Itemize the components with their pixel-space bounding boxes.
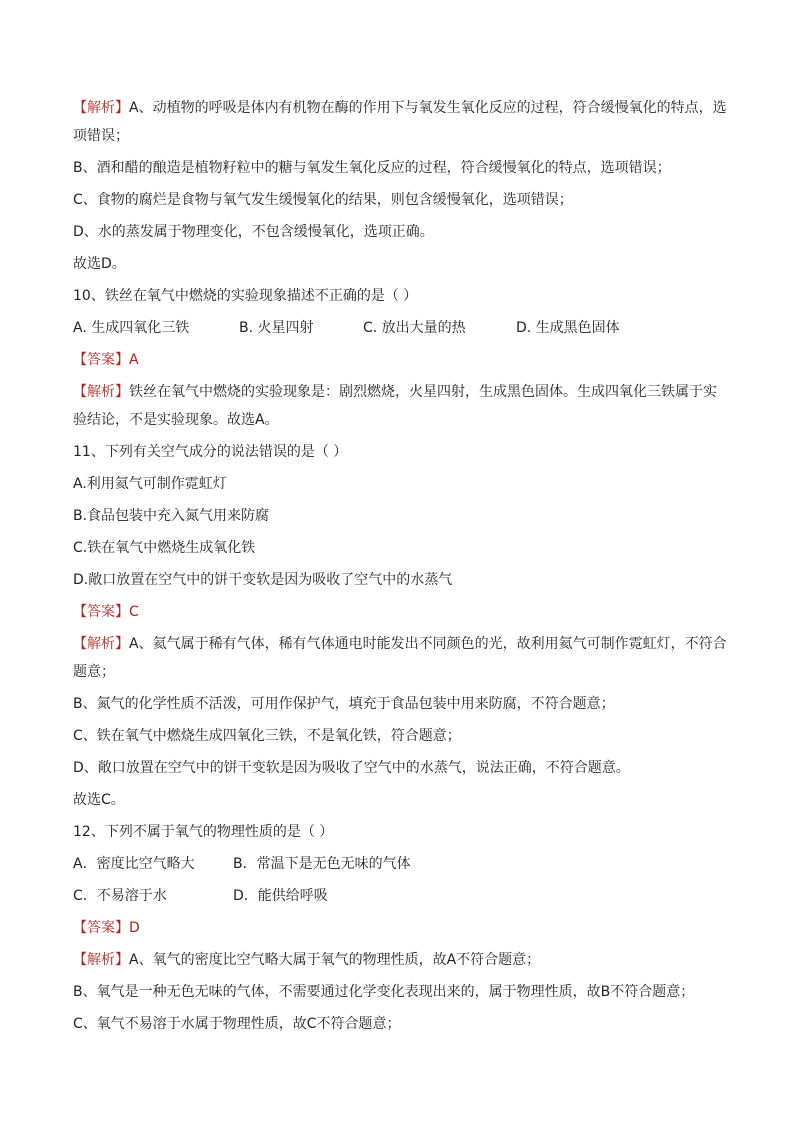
q12-option-d: D．能供给呼吸 [233, 888, 328, 904]
q11-question: 11、下列有关空气成分的说法错误的是（ ） [73, 444, 348, 460]
q11-option-b: B.食品包装中充入氮气用来防腐 [73, 508, 270, 524]
q10-option-d: D. 生成黑色固体 [516, 320, 620, 336]
q12-analysis-c: C、氧气不易溶于水属于物理性质，故C不符合题意； [73, 1016, 401, 1032]
q10-question: 10、铁丝在氧气中燃烧的实验现象描述不正确的是（ ） [73, 288, 418, 304]
q11-conclusion: 故选C。 [73, 792, 125, 808]
q10-analysis-line2: 验结论，不是实验现象。故选A。 [73, 412, 279, 428]
analysis-tag: 【解析】 [73, 952, 129, 968]
q9-conclusion: 故选D。 [73, 256, 126, 272]
analysis-tag: 【解析】 [73, 100, 129, 116]
answer-tag: 【答案】 [73, 920, 129, 936]
q11-analysis-a-line1: 【解析】A、氦气属于稀有气体，稀有气体通电时能发出不同颜色的光，故利用氦气可制作霓虹灯，不符合 [73, 636, 727, 652]
q11-option-a: A.利用氦气可制作霓虹灯 [73, 476, 227, 492]
document-content [73, 98, 727, 1032]
q12-option-a: A．密度比空气略大 [73, 856, 195, 872]
q11-analysis-d: D、敞口放置在空气中的饼干变软是因为吸收了空气中的水蒸气，说法正确，不符合题意。 [73, 760, 630, 776]
q9-analysis-d: D、水的蒸发属于物理变化，不包含缓慢氧化，选项正确。 [73, 224, 434, 240]
q11-analysis-b: B、氮气的化学性质不活泼，可用作保护气，填充于食品包装中用来防腐，不符合题意； [73, 696, 615, 712]
q12-analysis-b: B、氧气是一种无色无味的气体，不需要通过化学变化表现出来的，属于物理性质，故B不符合题意； [73, 984, 695, 1000]
q12-question: 12、下列不属于氧气的物理性质的是（ ） [73, 824, 334, 840]
q10-options [73, 318, 723, 338]
q12-option-b: B．常温下是无色无味的气体 [233, 856, 411, 872]
answer-value: C [129, 604, 139, 620]
q10-answer [73, 350, 723, 370]
answer-tag: 【答案】 [73, 604, 129, 620]
q11-analysis-a-line2: 题意； [73, 664, 115, 680]
q10-option-b: B. 火星四射 [239, 320, 314, 336]
q11-analysis-c: C、铁在氧气中燃烧生成四氧化三铁，不是氧化铁，符合题意； [73, 728, 461, 744]
answer-tag: 【答案】 [73, 352, 129, 368]
answer-value: D [129, 920, 140, 936]
q11-option-d: D.敞口放置在空气中的饼干变软是因为吸收了空气中的水蒸气 [73, 572, 453, 588]
q9-analysis-a-line2: 项错误； [73, 128, 129, 144]
q10-analysis-line1: 【解析】铁丝在氧气中燃烧的实验现象是：剧烈燃烧，火星四射，生成黑色固体。生成四氧化三铁属于实 [73, 384, 717, 400]
analysis-tag: 【解析】 [73, 384, 129, 400]
q12-options-row2 [73, 886, 723, 906]
q10-option-a: A. 生成四氧化三铁 [73, 320, 190, 336]
q9-analysis-b: B、酒和醋的酿造是植物籽粒中的糖与氧发生氧化反应的过程，符合缓慢氧化的特点，选项错误； [73, 160, 671, 176]
q10-option-c: C. 放出大量的热 [363, 320, 466, 336]
q9-analysis-a-line1: 【解析】A、动植物的呼吸是体内有机物在酶的作用下与氧发生氧化反应的过程，符合缓慢氧化的特点，选 [73, 100, 727, 116]
analysis-tag: 【解析】 [73, 636, 129, 652]
q12-analysis-a: 【解析】A、氧气的密度比空气略大属于氧气的物理性质，故A不符合题意； [73, 952, 541, 968]
q11-option-c: C.铁在氧气中燃烧生成氧化铁 [73, 540, 256, 556]
answer-value: A [129, 352, 139, 368]
q11-answer [73, 602, 723, 622]
q9-analysis-c: C、食物的腐烂是食物与氧气发生缓慢氧化的结果，则包含缓慢氧化，选项错误； [73, 192, 573, 208]
q12-options-row1 [73, 854, 723, 874]
q12-answer [73, 918, 723, 938]
q12-option-c: C．不易溶于水 [73, 888, 167, 904]
